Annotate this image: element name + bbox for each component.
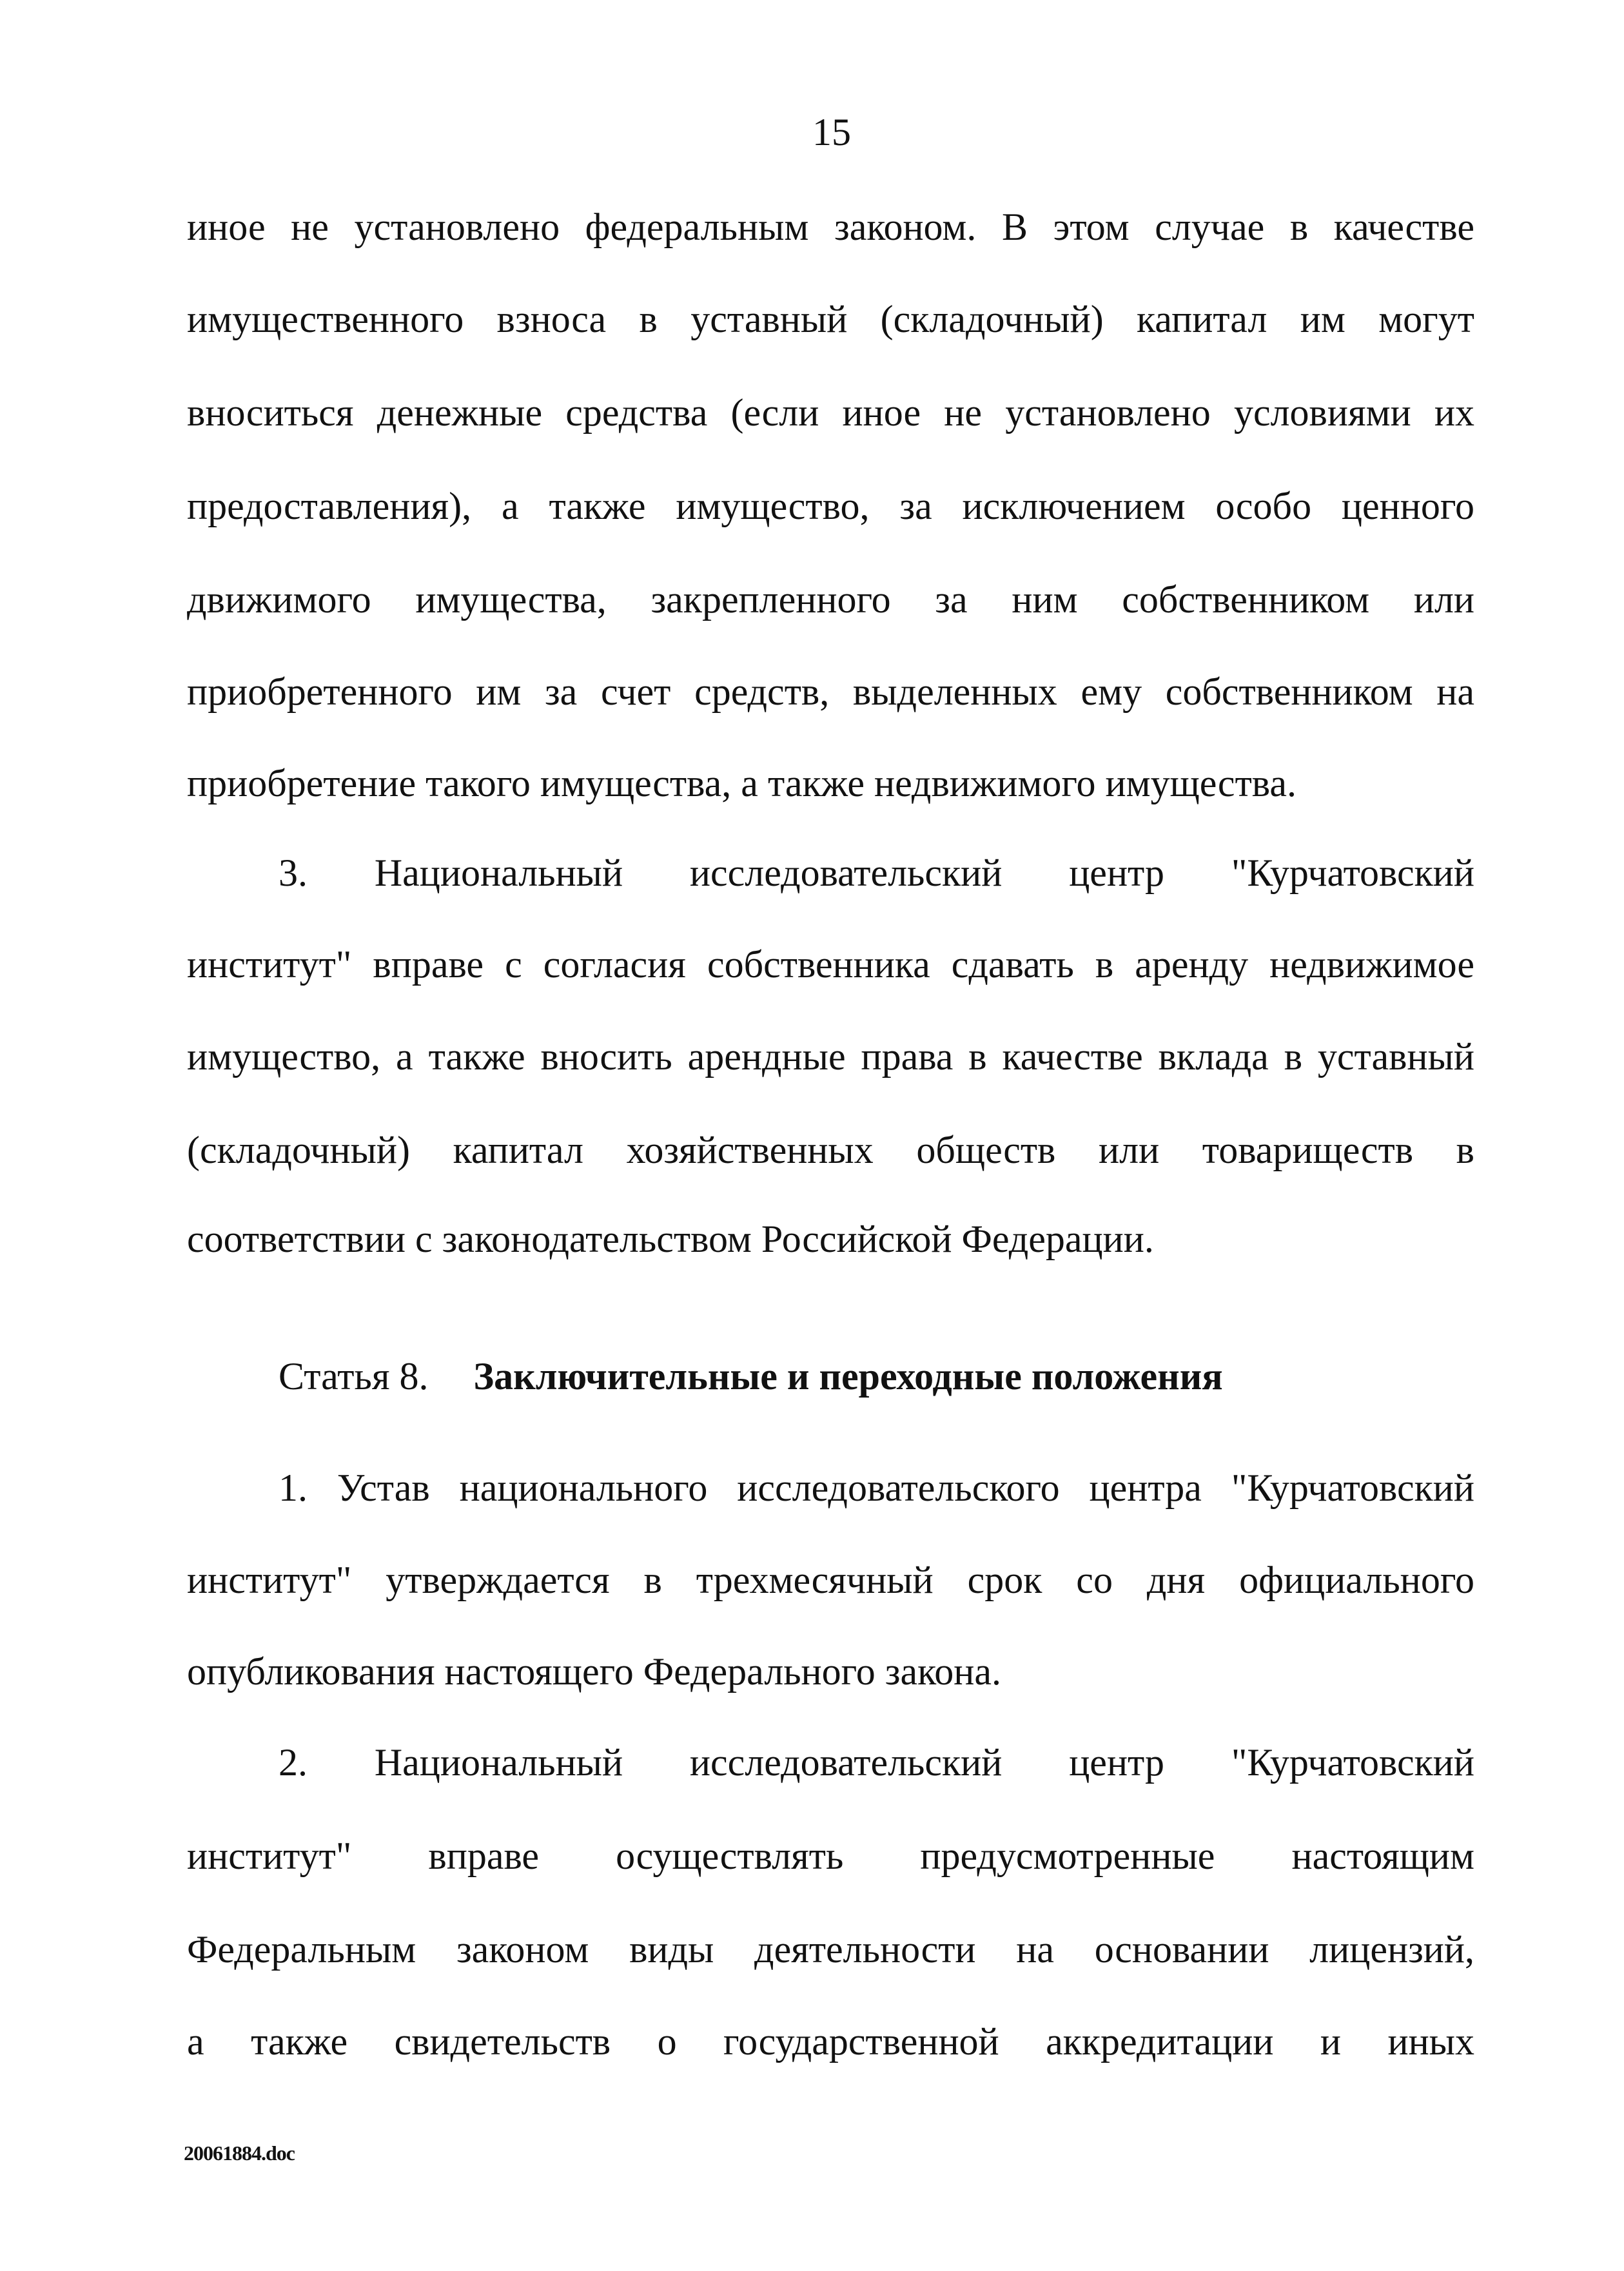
text-line: опубликования настоящего Федерального закона. (187, 1650, 1001, 1693)
text-line: движимого имущества, закрепленного за ним собственником или (187, 578, 1474, 621)
text-line: 3. Национальный исследовательский центр "Курчатовский (279, 852, 1474, 894)
text-line: вноситься денежные средства (если иное не установлено условиями их (187, 391, 1474, 434)
article-heading (279, 1354, 1223, 1399)
text-line: институт" утверждается в трехмесячный срок со дня официального (187, 1559, 1474, 1601)
footer-filename: 20061884.doc (184, 2141, 295, 2165)
text-line: институт" вправе с согласия собственника сдавать в аренду недвижимое (187, 943, 1474, 986)
text-line: имущественного взноса в уставный (складочный) капитал им могут (187, 298, 1474, 340)
article-title: Заключительные и переходные положения (473, 1355, 1223, 1398)
text-line: институт" вправе осуществлять предусмотренные настоящим (187, 1835, 1474, 1877)
text-line: 1. Устав национального исследовательского центра "Курчатовский (279, 1467, 1474, 1509)
text-line: приобретение такого имущества, а также недвижимого имущества. (187, 762, 1296, 804)
text-line: соответствии с законодательством Российской Федерации. (187, 1218, 1154, 1260)
text-line: Федеральным законом виды деятельности на основании лицензий, (187, 1928, 1474, 1971)
text-line: 2. Национальный исследовательский центр "Курчатовский (279, 1741, 1474, 1784)
page-number: 15 (812, 111, 851, 153)
text-line: предоставления), а также имущество, за исключением особо ценного (187, 485, 1474, 527)
text-line: а также свидетельств о государственной аккредитации и иных (187, 2020, 1474, 2063)
text-line: имущество, а также вносить арендные права в качестве вклада в уставный (187, 1035, 1474, 1078)
text-line: (складочный) капитал хозяйственных обществ или товариществ в (187, 1129, 1474, 1171)
text-line: иное не установлено федеральным законом. В этом случае в качестве (187, 206, 1474, 248)
text-line: приобретенного им за счет средств, выделенных ему собственником на (187, 670, 1474, 713)
article-label: Статья 8. (279, 1355, 429, 1398)
